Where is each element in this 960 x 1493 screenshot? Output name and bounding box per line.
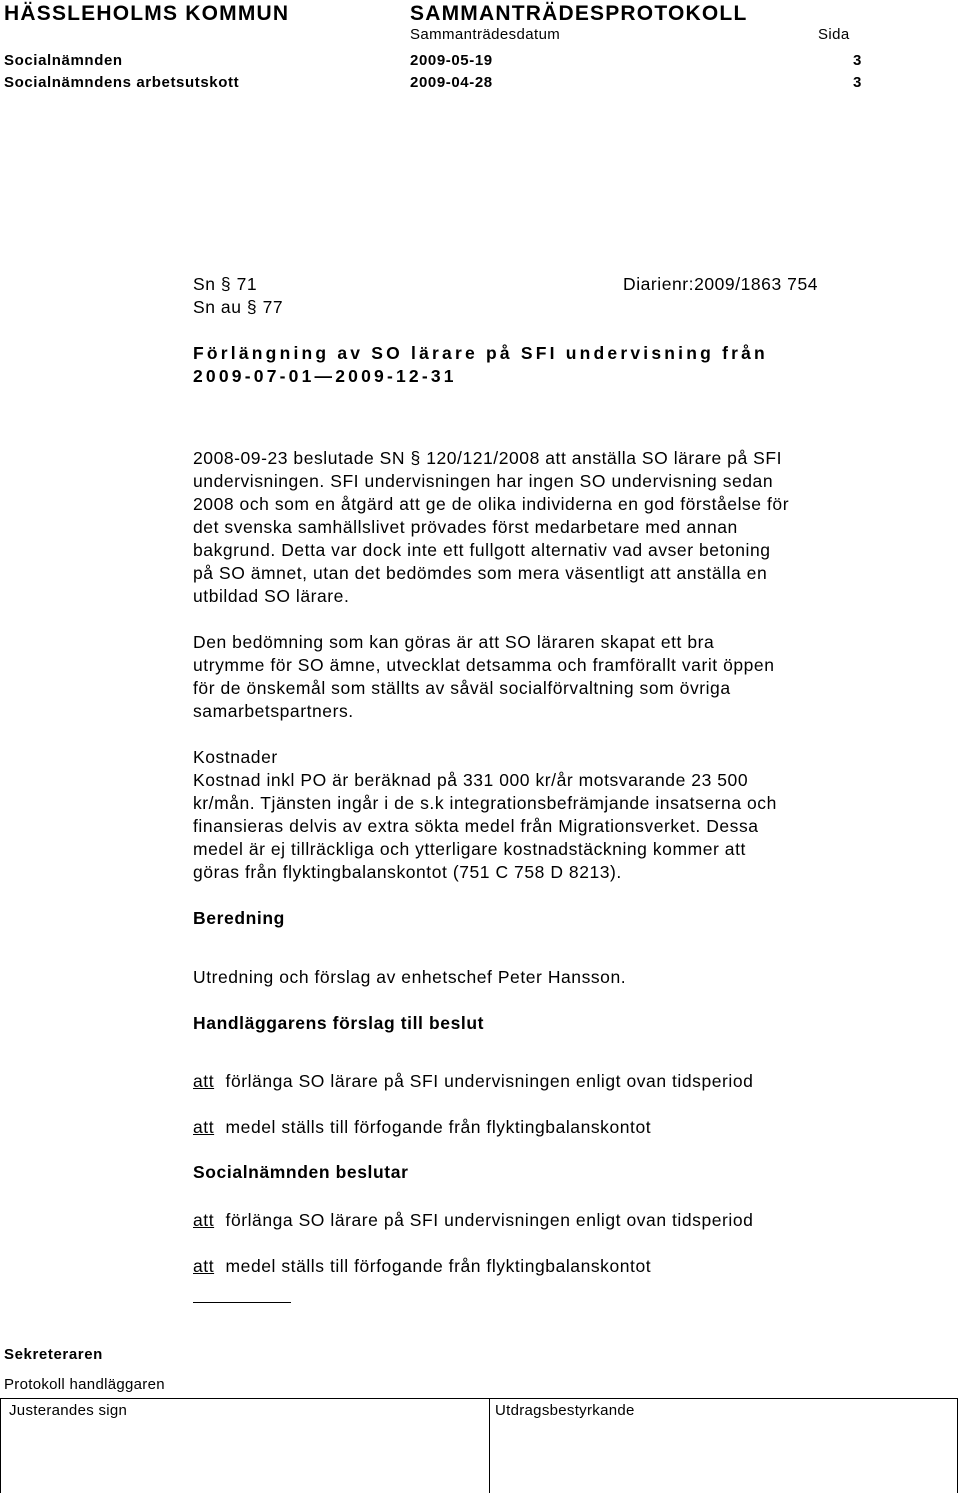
case-title-line2: 2009-07-01—2009-12-31 [193, 366, 457, 386]
decision-heading: Socialnämnden beslutar [193, 1162, 409, 1182]
att-marker: att [193, 1256, 215, 1276]
proposal-item-text: medel ställs till förfogande från flyktingbalanskontot [225, 1117, 652, 1137]
assessment-paragraph: Den bedömning som kan göras är att SO läraren skapat ett bra utrymme för SO ämne, utvecklat detsamma och framförallt varit öppen för de önskemål som ställts av såväl socialförvaltning som övriga samarbetspartners. [193, 632, 775, 721]
proposal-item [193, 1070, 753, 1093]
proposal-heading: Handläggarens förslag till beslut [193, 1013, 485, 1033]
proposal-item [193, 1116, 651, 1139]
handler-label: Protokoll handläggaren [4, 1376, 165, 1393]
decision-item-text: förlänga SO lärare på SFI undervisningen enligt ovan tidsperiod [225, 1210, 754, 1230]
secretary-label: Sekreteraren [4, 1346, 103, 1363]
footer-left-border [0, 1398, 1, 1493]
section-sn-au: Sn au § 77 [193, 297, 284, 317]
municipality-name: HÄSSLEHOLMS KOMMUN [4, 2, 290, 25]
section-sn: Sn § 71 [193, 274, 258, 294]
background-paragraph: 2008-09-23 beslutade SN § 120/121/2008 att anställa SO lärare på SFI undervisningen. SFI undervisningen har ingen SO undervisning sedan 2008 och som en åtgärd att ge de olika individerna en god förståelse för det svenska samhällslivet prövades först medarbetare med annan bakgrund. Detta var dock inte ett fullgott alternativ vad avser betoning på SO ämnet, utan det bedömdes som mera väsentligt att anställa en utbildad SO lärare. [193, 448, 790, 606]
diary-number: Diarienr:2009/1863 754 [623, 274, 819, 294]
preparation-heading: Beredning [193, 908, 285, 928]
footer-right-border [957, 1398, 958, 1493]
extract-certification-label: Utdragsbestyrkande [495, 1402, 635, 1419]
subcommittee-name: Socialnämndens arbetsutskott [4, 74, 240, 91]
att-marker: att [193, 1117, 215, 1137]
committee-date: 2009-05-19 [410, 52, 493, 69]
subcommittee-page: 3 [853, 74, 862, 91]
costs-paragraph: Kostnad inkl PO är beräknad på 331 000 kr/år motsvarande 23 500 kr/mån. Tjänsten ingår i de s.k integrationsbefrämjande insatserna och finansieras delvis av extra sökta medel från Migrationsverket. Dessa medel är ej tillräckliga och ytterligare kostnadstäckning kommer att göras från flyktingbalanskontot (751 C 758 D 8213). [193, 770, 777, 882]
committee-name: Socialnämnden [4, 52, 123, 69]
decision-item-text: medel ställs till förfogande från flyktingbalanskontot [225, 1256, 652, 1276]
meeting-date-label: Sammanträdesdatum [410, 26, 561, 43]
preparation-text: Utredning och förslag av enhetschef Peter Hansson. [193, 967, 627, 987]
footer-divider [0, 1398, 958, 1399]
document-type: SAMMANTRÄDESPROTOKOLL [410, 2, 748, 25]
adjusters-sign-label: Justerandes sign [9, 1402, 128, 1419]
case-title-line1: Förlängning av SO lärare på SFI undervisning från [193, 343, 768, 363]
att-marker: att [193, 1210, 215, 1230]
footer-middle-border [489, 1398, 490, 1493]
decision-item [193, 1255, 651, 1278]
decision-item [193, 1209, 753, 1232]
committee-page: 3 [853, 52, 862, 69]
page-label: Sida [818, 26, 850, 43]
end-rule [193, 1302, 291, 1303]
costs-heading: Kostnader [193, 747, 278, 767]
proposal-item-text: förlänga SO lärare på SFI undervisningen enligt ovan tidsperiod [225, 1071, 754, 1091]
att-marker: att [193, 1071, 215, 1091]
subcommittee-date: 2009-04-28 [410, 74, 493, 91]
